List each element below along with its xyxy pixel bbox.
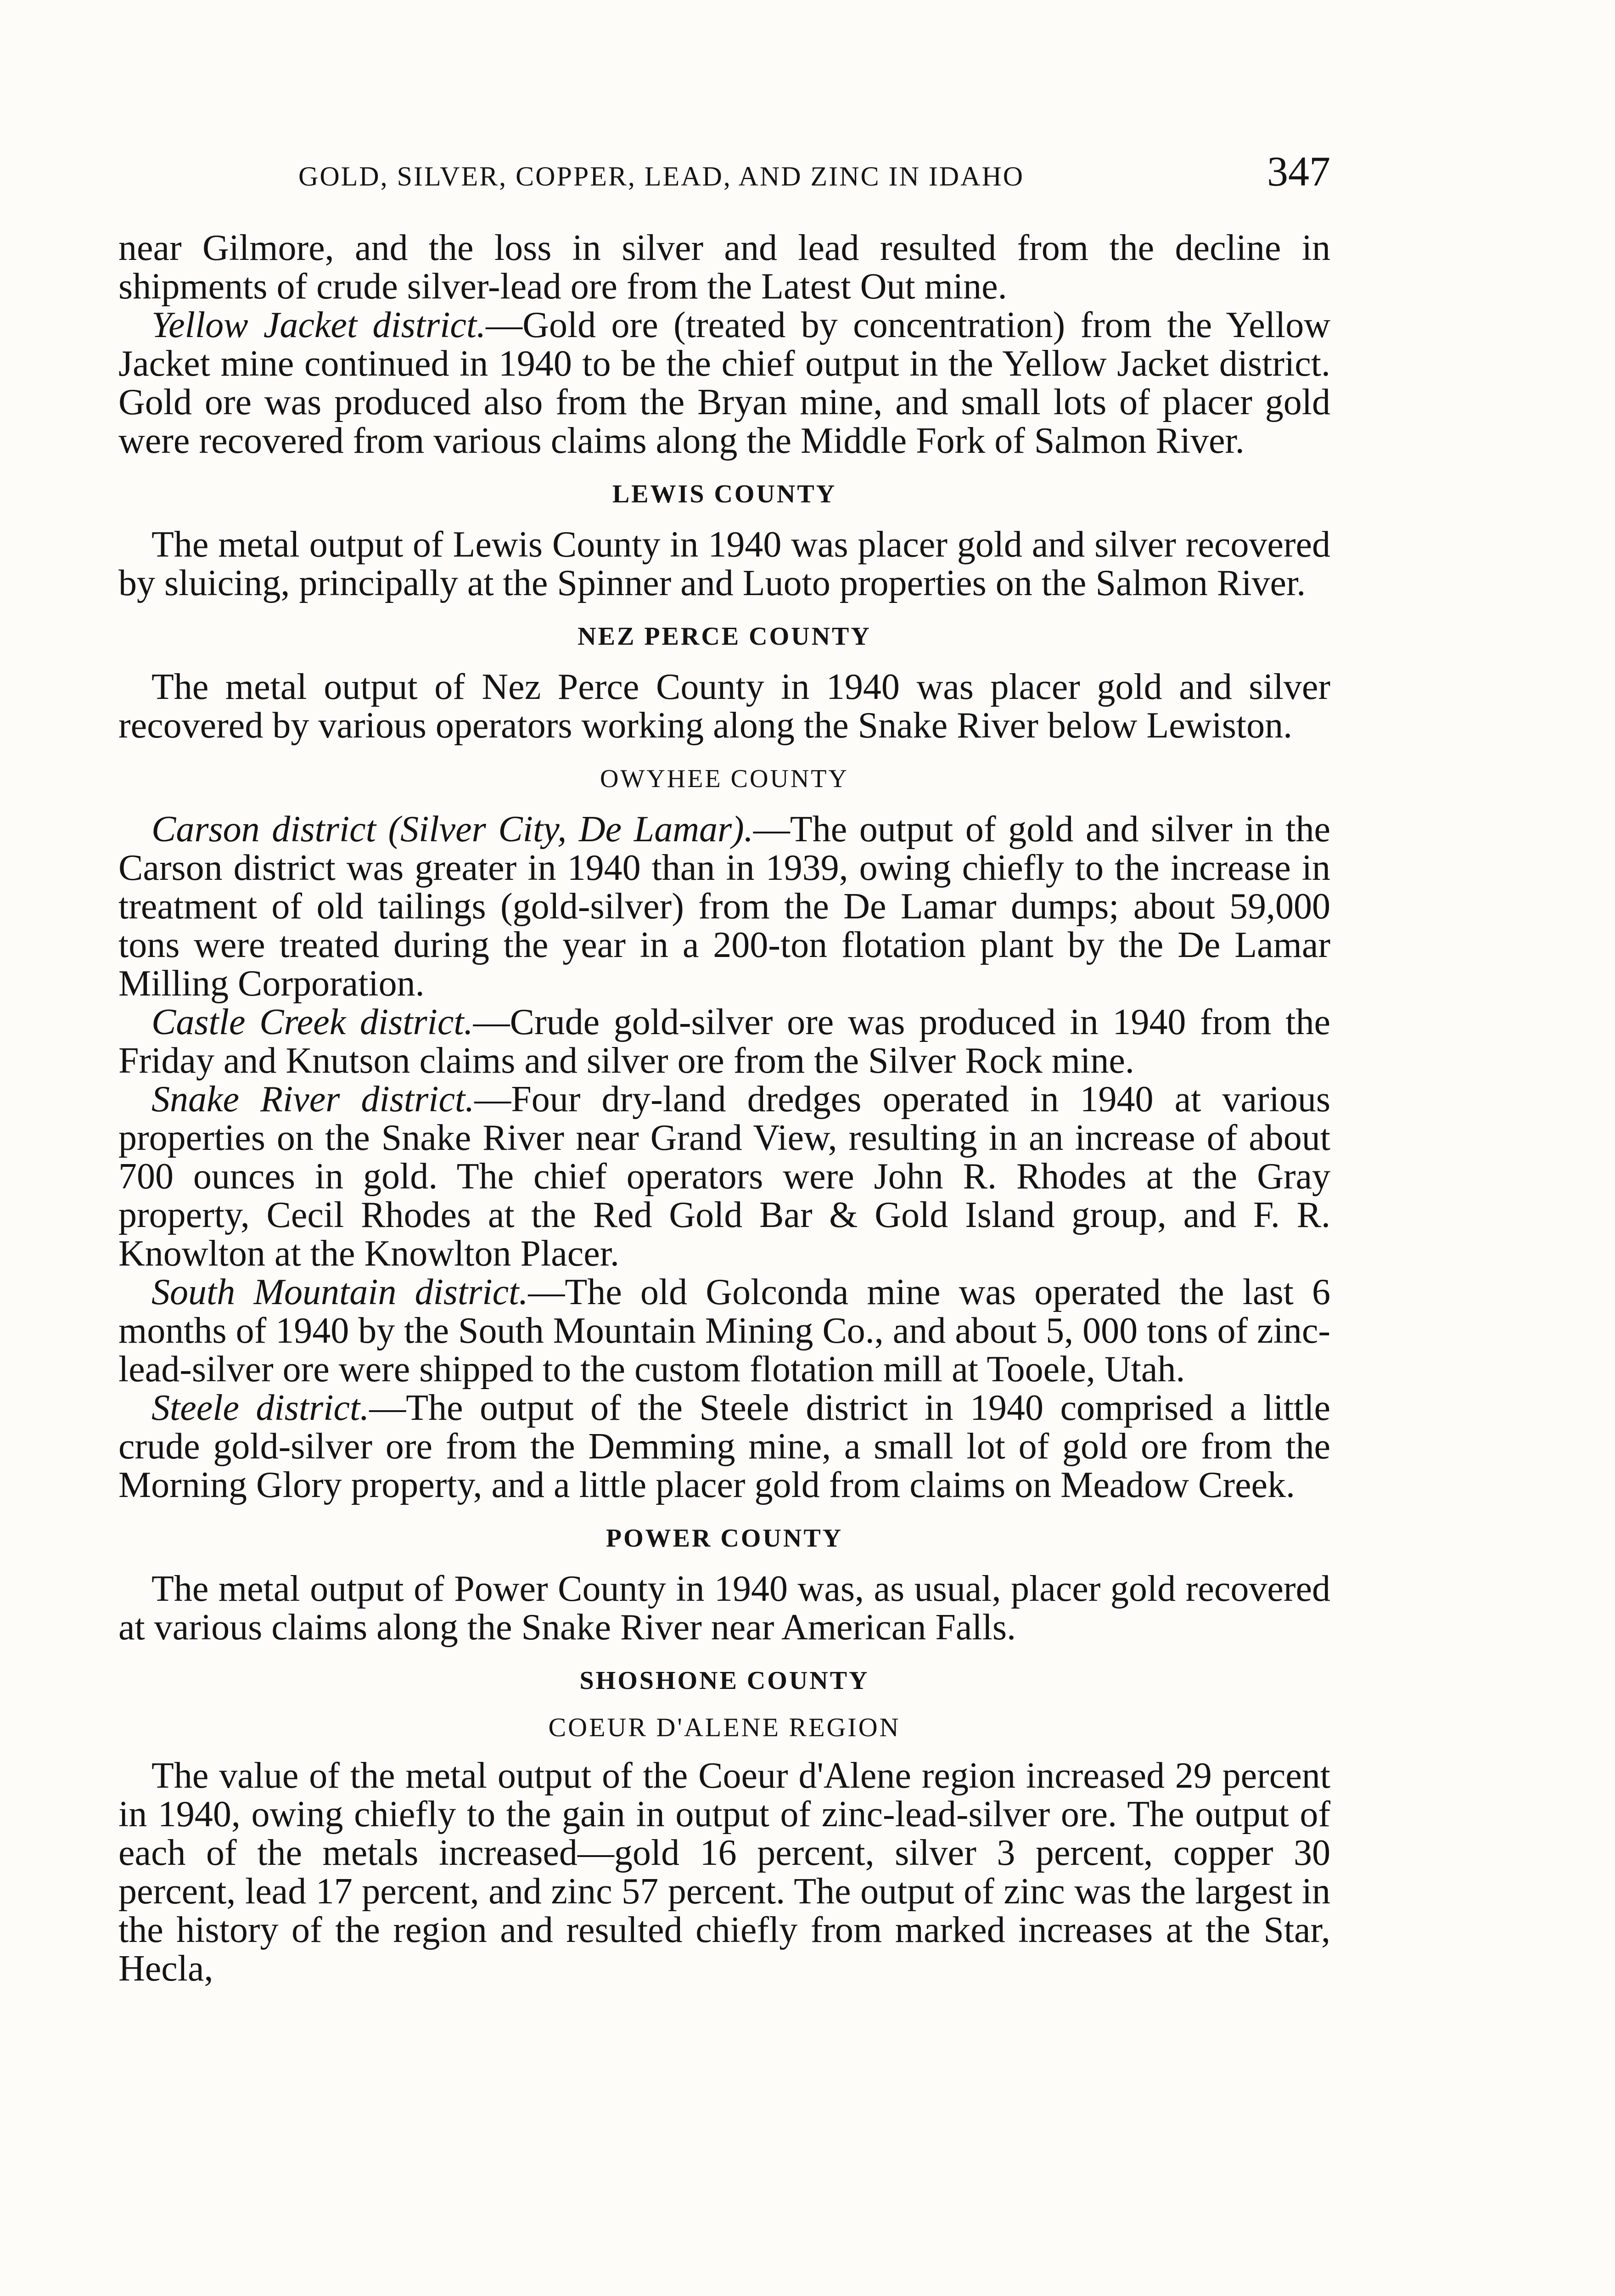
paragraph-gilmore-continuation: near Gilmore, and the loss in silver and lead resulted from the decline in shipments of crude silver-lead ore from the Latest Out mine. xyxy=(118,228,1330,307)
district-text: —The output of the Steele district in 1940 comprised a little crude gold-silver ore from the Demming mine, a small lot of gold ore from the Morning Glory property, and a little placer gold from claims on Meadow Creek. xyxy=(118,1388,1331,1505)
district-text: —The old Golconda mine was operated the last 6 months of 1940 by the South Mountain Mining Co., and about 5, 000 tons of zinc-lead-silver ore were shipped to the custom flotation mill at Tooele, Utah. xyxy=(118,1272,1330,1390)
heading-shoshone-county: SHOSHONE COUNTY xyxy=(579,1666,869,1695)
heading-power-county: POWER COUNTY xyxy=(606,1524,843,1553)
district-name: Yellow Jacket district. xyxy=(151,305,486,345)
page xyxy=(118,147,1330,1988)
paragraph-power-county: The metal output of Power County in 1940 was, as usual, placer gold recovered at various claims along the Snake River near American Falls. xyxy=(118,1569,1330,1648)
heading-lewis-county: LEWIS COUNTY xyxy=(612,480,837,508)
paragraph-castle-creek-district xyxy=(118,1003,1330,1080)
district-name: South Mountain district. xyxy=(151,1272,528,1312)
district-name: Castle Creek district. xyxy=(151,1002,473,1042)
heading-nez-perce-county: NEZ PERCE COUNTY xyxy=(578,622,871,651)
running-head xyxy=(118,147,1330,196)
paragraph-steele-district xyxy=(118,1389,1330,1504)
paragraph-yellow-jacket xyxy=(118,306,1330,460)
district-name: Steele district. xyxy=(151,1388,370,1428)
paragraph-snake-river-district xyxy=(118,1080,1330,1273)
paragraph-carson-district xyxy=(118,810,1330,1003)
heading-owyhee-county: OWYHEE COUNTY xyxy=(600,765,849,793)
running-title: GOLD, SILVER, COPPER, LEAD, AND ZINC IN IDAHO xyxy=(298,161,1025,191)
page-number: 347 xyxy=(1267,148,1330,195)
paragraph-coeur-d-alene: The value of the metal output of the Coeur d'Alene region increased 29 percent in 1940, owing chiefly to the gain in output of zinc-lead-silver ore. The output of each of the metals increased—gold 16 percent, silver 3 percent, copper 30 percent, lead 17 percent, and zinc 57 percent. The output of zinc was the largest in the history of the region and resulted chiefly from marked increases at the Star, Hecla, xyxy=(118,1756,1330,1989)
paragraph-south-mountain-district xyxy=(118,1273,1330,1389)
district-text: —Crude gold-silver ore was produced in 1940 from the Friday and Knutson claims and silver ore from the Silver Rock mine. xyxy=(118,1002,1331,1081)
district-name: Snake River district. xyxy=(151,1079,475,1120)
subheading-coeur-d-alene-region: COEUR D'ALENE REGION xyxy=(548,1712,901,1742)
paragraph-lewis-county: The metal output of Lewis County in 1940 was placer gold and silver recovered by sluicing, principally at the Spinner and Luoto properties on the Salmon River. xyxy=(118,524,1330,603)
district-name: Carson district (Silver City, De Lamar). xyxy=(151,809,753,850)
paragraph-nez-perce-county: The metal output of Nez Perce County in 1940 was placer gold and silver recovered by various operators working along the Snake River below Lewiston. xyxy=(118,667,1330,746)
district-text: —Four dry-land dredges operated in 1940 at various properties on the Snake River near Grand View, resulting in an increase of about 700 ounces in gold. The chief operators were John R. Rhodes at the Gray property, Cecil Rhodes at the Red Gold Bar & Gold Island group, and F. R. Knowlton at the Knowlton Placer. xyxy=(118,1079,1330,1274)
district-text: —The output of gold and silver in the Carson district was greater in 1940 than in 1939, owing chiefly to the increase in treatment of old tailings (gold-silver) from the De Lamar dumps; about 59,000 tons were treated during the year in a 200-ton flotation plant by the De Lamar Milling Corporation. xyxy=(118,809,1330,1004)
district-text: —Gold ore (treated by concentration) from the Yellow Jacket mine continued in 1940 to be the chief output in the Yellow Jacket district. Gold ore was produced also from the Bryan mine, and small lots of placer gold were recovered from various claims along the Middle Fork of Salmon River. xyxy=(118,305,1331,461)
